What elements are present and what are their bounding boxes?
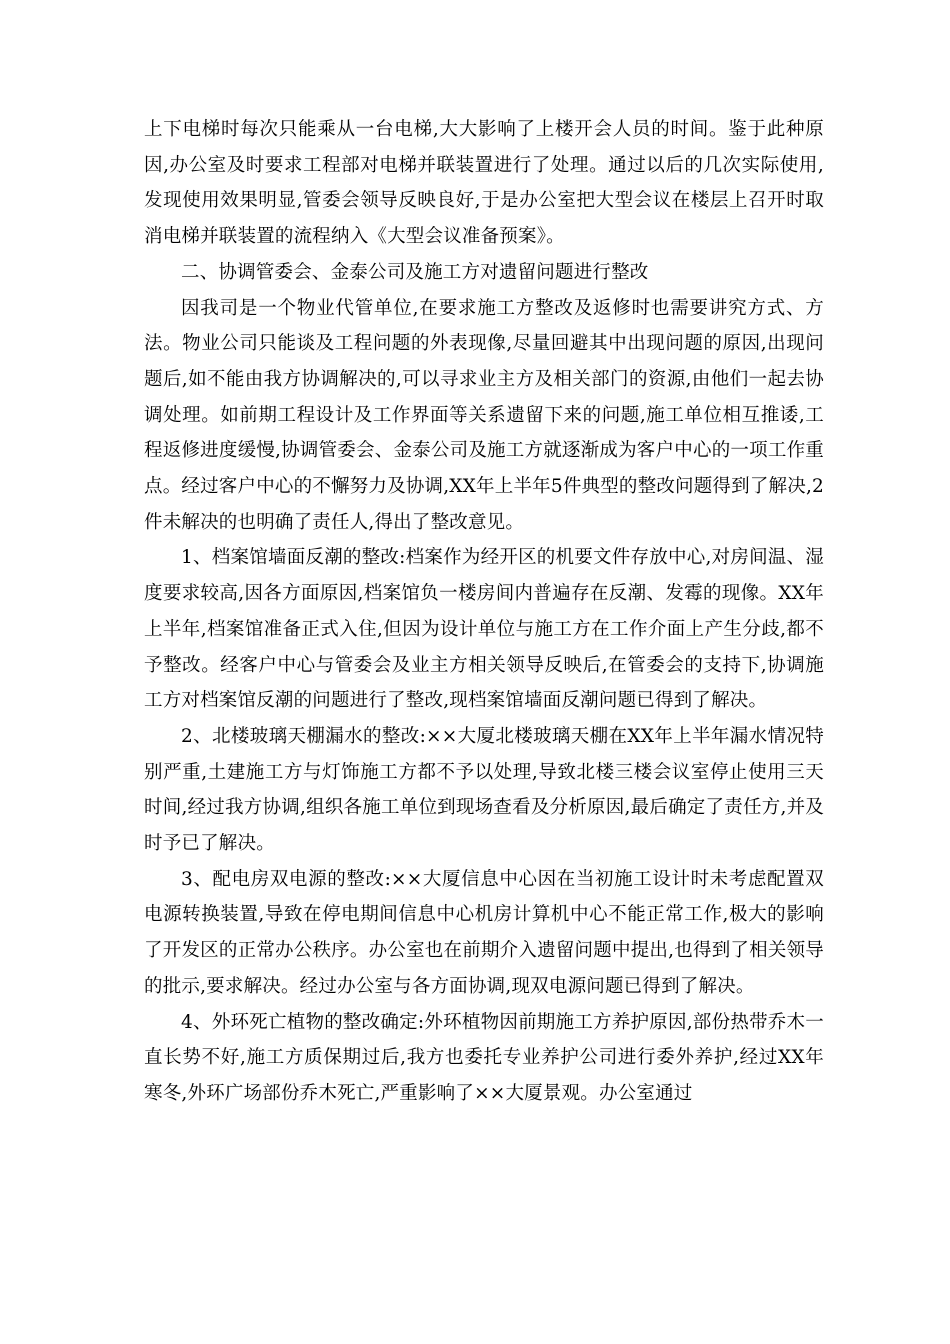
paragraph-dual-power-supply: 3、配电房双电源的整改:××大厦信息中心因在当初施工设计时未考虑配置双电源转换装置,导致在停电期间信息中心机房计算机中心不能正常工作,极大的影响了开发区的正常办公秩序。办公室也在前期介入遗留问题中提出,也得到了相关领导的批示,要求解决。经过办公室与各方面协调,现双电源问题已得到了解决。 [144, 868, 824, 997]
paragraph-dead-plants: 4、外环死亡植物的整改确定:外环植物因前期施工方养护原因,部份热带乔木一直长势不好,施工方质保期过后,我方也委托专业养护公司进行委外养护,经过XX年寒冬,外环广场部份乔木死亡,严重影响了××大厦景观。办公室通过 [144, 1011, 824, 1104]
section-heading-rectification: 二、协调管委会、金泰公司及施工方对遗留问题进行整改 [181, 261, 649, 283]
document-body [144, 112, 824, 1112]
paragraph-coordination-overview: 因我司是一个物业代管单位,在要求施工方整改及返修时也需要讲究方式、方法。物业公司只能谈及工程问题的外表现像,尽量回避其中出现问题的原因,出现问题后,如不能由我方协调解决的,可以寻求业主方及相关部门的资源,由他们一起去协调处理。如前期工程设计及工作界面等关系遗留下来的问题,施工单位相互推诿,工程返修进度缓慢,协调管委会、金泰公司及施工方就逐渐成为客户中心的一项工作重点。经过客户中心的不懈努力及协调,XX年上半年5件典型的整改问题得到了解决,2件未解决的也明确了责任人,得出了整改意见。 [144, 297, 824, 533]
paragraph-elevator-handling: 上下电梯时每次只能乘从一台电梯,大大影响了上楼开会人员的时间。鉴于此种原因,办公室及时要求工程部对电梯并联装置进行了处理。通过以后的几次实际使用,发现使用效果明显,管委会领导反映良好,于是办公室把大型会议在楼层上召开时取消电梯并联装置的流程纳入《大型会议准备预案》。 [144, 119, 824, 248]
paragraph-archive-wall-damp: 1、档案馆墙面反潮的整改:档案作为经开区的机要文件存放中心,对房间温、湿度要求较高,因各方面原因,档案馆负一楼房间内普遍存在反潮、发霉的现像。XX年上半年,档案馆准备正式入住,但因为设计单位与施工方在工作介面上产生分歧,都不予整改。经客户中心与管委会及业主方相关领导反映后,在管委会的支持下,协调施工方对档案馆反潮的问题进行了整改,现档案馆墙面反潮问题已得到了解决。 [144, 547, 824, 712]
paragraph-glass-ceiling-leak: 2、北楼玻璃天棚漏水的整改:××大厦北楼玻璃天棚在XX年上半年漏水情况特别严重,土建施工方与灯饰施工方都不予以处理,导致北楼三楼会议室停止使用三天时间,经过我方协调,组织各施工单位到现场查看及分析原因,最后确定了责任方,并及时予已了解决。 [144, 725, 824, 855]
